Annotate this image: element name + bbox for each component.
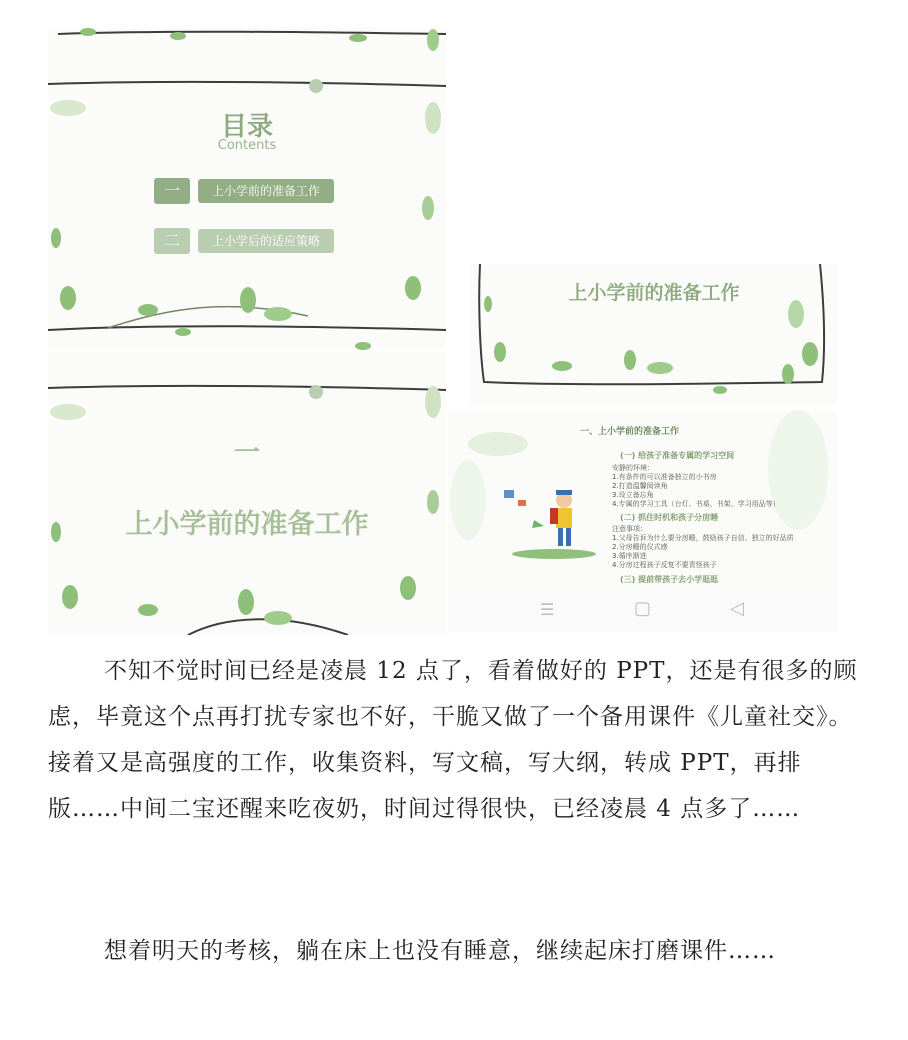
menu-icon[interactable]: ☰ (540, 600, 555, 619)
slide-title: 目录 (220, 112, 273, 142)
toc-item-2: 上小学后的适应策略 (198, 229, 334, 253)
section-2-line: 3.循序渐进 (612, 552, 647, 560)
home-icon[interactable]: ▢ (634, 598, 652, 619)
section-2-title: (二) 抓住时机和孩子分房睡 (620, 513, 719, 522)
section-1-lead: 安静的环境： (612, 464, 654, 472)
section-2-line: 4.分房过程孩子反复不要责怪孩子 (612, 561, 717, 569)
slide-contents (48, 28, 446, 350)
section-2-lead: 注意事项： (612, 525, 647, 533)
toc-number-2: 二 (154, 228, 190, 254)
toc-item-1: 上小学前的准备工作 (198, 179, 334, 203)
slide-content-detail (448, 410, 838, 590)
section-3-title: (三) 提前带孩子去小学逛逛 (620, 575, 719, 584)
section-1-line: 3.设立备忘角 (612, 491, 654, 499)
vine-frame-decoration (48, 352, 446, 635)
child-running-illustration (484, 480, 604, 560)
slide-section-title (48, 352, 446, 635)
section-title: 上小学前的准备工作 (125, 509, 369, 540)
paragraph-2: 想着明天的考核，躺在床上也没有睡意，继续起床打磨课件…… (104, 938, 776, 964)
paragraph-1: 不知不觉时间已经是凌晨 12 点了，看着做好的 PPT，还是有很多的顾虑，毕竟这个点再打扰专家也不好，干脆又做了一个备用课件《儿童社交》。接着又是高强度的工作，收集资料，写文稿，写大纲，转成 PPT，再排版……中间二宝还醒来吃夜奶，时间过得很快，已经凌晨 4 点多了…… (48, 658, 858, 822)
slide-title-card (470, 264, 838, 406)
phone-navigation-bar (448, 590, 838, 632)
content-heading: 一、上小学前的准备工作 (580, 427, 680, 437)
toc-number-1: 一 (154, 178, 190, 204)
section-dash: 一 (233, 438, 260, 468)
section-2-line: 1.父母告诉为什么要分房睡，鼓励孩子自信、独立的好品质 (612, 534, 794, 542)
section-2-line: 2.分房睡的仪式感 (612, 543, 668, 551)
section-1-title: (一) 给孩子准备专属的学习空间 (620, 451, 735, 460)
card-title: 上小学前的准备工作 (568, 282, 740, 304)
slide-subtitle: Contents (217, 138, 277, 153)
section-1-line: 4.专属的学习工具（台灯、书桌、书架、学习用品等） (612, 500, 780, 508)
back-icon[interactable]: ◁ (730, 598, 744, 619)
section-1-line: 2.打造温馨阅读角 (612, 482, 668, 490)
section-1-line: 1.有条件的可以准备独立的小书房 (612, 473, 717, 481)
